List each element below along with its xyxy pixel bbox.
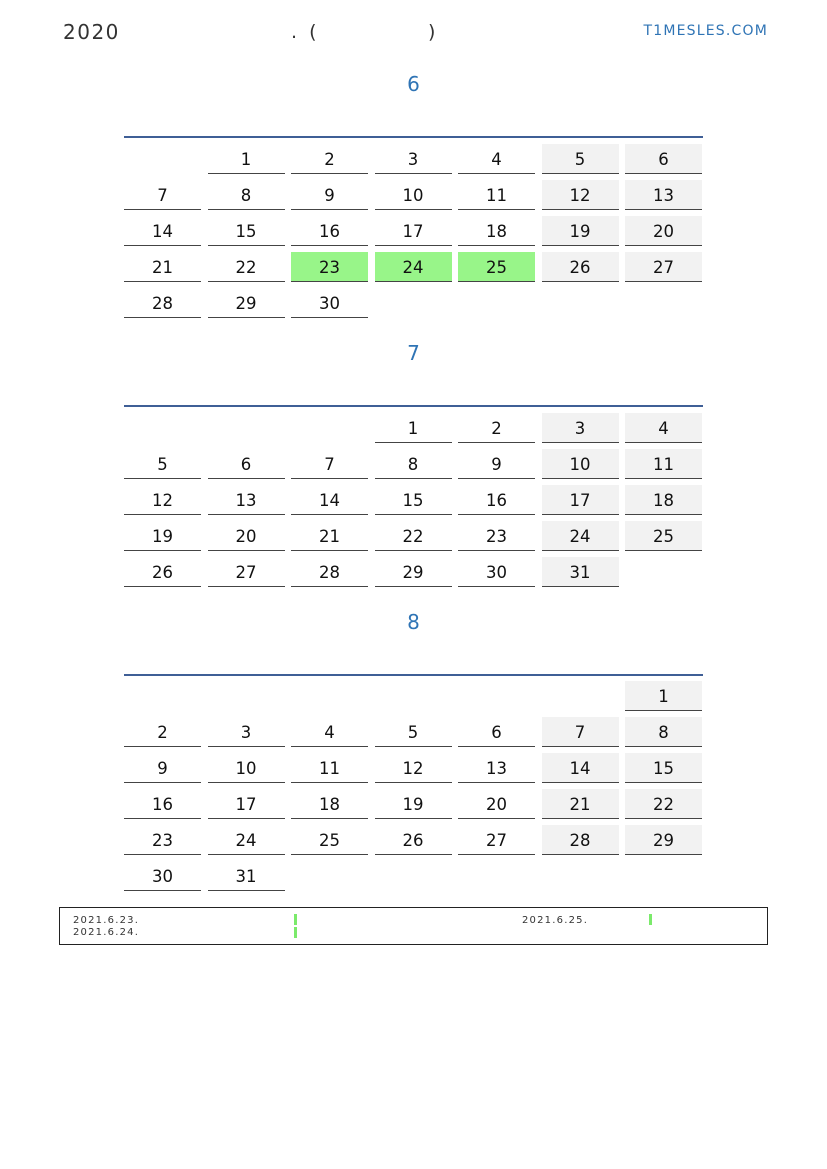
site-link[interactable]: T1MESLES.COM — [643, 23, 768, 39]
calendar-day: 2 — [124, 717, 201, 747]
calendar-day: 3 — [542, 413, 619, 443]
calendar-day: 22 — [208, 252, 285, 282]
calendar-day: 27 — [208, 557, 285, 587]
calendar-day: 15 — [625, 753, 702, 783]
calendar-day: 3 — [208, 717, 285, 747]
calendar-day: 4 — [458, 144, 535, 174]
calendar-day: 28 — [124, 288, 201, 318]
calendar-day: 11 — [291, 753, 368, 783]
calendar-day: 12 — [375, 753, 452, 783]
calendar-day: 26 — [124, 557, 201, 587]
calendar-day: 18 — [458, 216, 535, 246]
calendar-day: 30 — [291, 288, 368, 318]
calendar-day: 20 — [208, 521, 285, 551]
calendar-day: 27 — [625, 252, 702, 282]
holiday-legend — [59, 907, 768, 945]
calendar-day: 1 — [375, 413, 452, 443]
calendar-day: 21 — [542, 789, 619, 819]
calendar-day: 15 — [375, 485, 452, 515]
calendar-day: 8 — [208, 180, 285, 210]
calendar-day: 3 — [375, 144, 452, 174]
header-title-placeholder: . ( ) — [291, 21, 439, 43]
calendar-day: 24 — [375, 252, 452, 282]
calendar-day: 5 — [542, 144, 619, 174]
calendar-day: 13 — [208, 485, 285, 515]
calendar-day: 1 — [208, 144, 285, 174]
calendar-day: 22 — [625, 789, 702, 819]
calendar-day: 25 — [291, 825, 368, 855]
calendar-day: 9 — [291, 180, 368, 210]
calendar-day: 19 — [542, 216, 619, 246]
calendar-day: 17 — [542, 485, 619, 515]
calendar-day: 12 — [124, 485, 201, 515]
month-rule — [124, 674, 703, 676]
calendar-day: 21 — [291, 521, 368, 551]
calendar-day: 20 — [458, 789, 535, 819]
calendar-day: 31 — [208, 861, 285, 891]
calendar-day: 14 — [542, 753, 619, 783]
calendar-day: 23 — [124, 825, 201, 855]
calendar-day: 26 — [375, 825, 452, 855]
calendar-day: 12 — [542, 180, 619, 210]
calendar-day: 17 — [375, 216, 452, 246]
calendar-day: 18 — [291, 789, 368, 819]
calendar-day: 11 — [625, 449, 702, 479]
calendar-day: 23 — [291, 252, 368, 282]
calendar-day: 4 — [625, 413, 702, 443]
calendar-day: 7 — [291, 449, 368, 479]
legend-date: 2021.6.25. — [522, 915, 589, 926]
month-title-august: 8 — [407, 610, 420, 634]
month-rule — [124, 405, 703, 407]
calendar-day: 13 — [458, 753, 535, 783]
legend-date: 2021.6.23. — [73, 915, 140, 926]
calendar-day: 9 — [458, 449, 535, 479]
calendar-day: 29 — [375, 557, 452, 587]
calendar-day: 18 — [625, 485, 702, 515]
calendar-day: 20 — [625, 216, 702, 246]
calendar-day: 25 — [458, 252, 535, 282]
calendar-day: 28 — [291, 557, 368, 587]
calendar-day: 24 — [542, 521, 619, 551]
legend-highlight-mark — [649, 914, 652, 925]
calendar-day: 8 — [625, 717, 702, 747]
calendar-day: 2 — [458, 413, 535, 443]
calendar-day: 16 — [124, 789, 201, 819]
calendar-day: 19 — [124, 521, 201, 551]
calendar-day: 31 — [542, 557, 619, 587]
calendar-day: 21 — [124, 252, 201, 282]
calendar-day: 4 — [291, 717, 368, 747]
calendar-day: 1 — [625, 681, 702, 711]
calendar-day: 26 — [542, 252, 619, 282]
calendar-day: 11 — [458, 180, 535, 210]
calendar-day: 25 — [625, 521, 702, 551]
calendar-day: 17 — [208, 789, 285, 819]
month-title-june: 6 — [407, 72, 420, 96]
legend-highlight-mark — [294, 914, 297, 925]
calendar-day: 10 — [542, 449, 619, 479]
calendar-day: 19 — [375, 789, 452, 819]
calendar-day: 6 — [625, 144, 702, 174]
calendar-day: 2 — [291, 144, 368, 174]
calendar-day: 24 — [208, 825, 285, 855]
calendar-day: 23 — [458, 521, 535, 551]
calendar-day: 6 — [208, 449, 285, 479]
calendar-day: 7 — [124, 180, 201, 210]
calendar-day: 22 — [375, 521, 452, 551]
calendar-day: 14 — [291, 485, 368, 515]
header-year: 2020 — [63, 20, 120, 44]
calendar-day: 7 — [542, 717, 619, 747]
legend-highlight-mark — [294, 927, 297, 938]
calendar-day: 16 — [291, 216, 368, 246]
calendar-day: 9 — [124, 753, 201, 783]
calendar-day: 29 — [208, 288, 285, 318]
calendar-day: 28 — [542, 825, 619, 855]
month-rule — [124, 136, 703, 138]
calendar-grid-july — [124, 413, 706, 593]
calendar-day: 5 — [124, 449, 201, 479]
calendar-day: 6 — [458, 717, 535, 747]
calendar-day: 10 — [208, 753, 285, 783]
calendar-day: 30 — [458, 557, 535, 587]
legend-date: 2021.6.24. — [73, 927, 140, 938]
calendar-day: 8 — [375, 449, 452, 479]
calendar-day: 29 — [625, 825, 702, 855]
calendar-day: 13 — [625, 180, 702, 210]
calendar-day: 15 — [208, 216, 285, 246]
calendar-grid-august — [124, 681, 706, 886]
month-title-july: 7 — [407, 341, 420, 365]
calendar-day: 30 — [124, 861, 201, 891]
calendar-day: 27 — [458, 825, 535, 855]
calendar-day: 10 — [375, 180, 452, 210]
calendar-day: 14 — [124, 216, 201, 246]
calendar-day: 16 — [458, 485, 535, 515]
calendar-day: 5 — [375, 717, 452, 747]
calendar-grid-june — [124, 144, 706, 324]
